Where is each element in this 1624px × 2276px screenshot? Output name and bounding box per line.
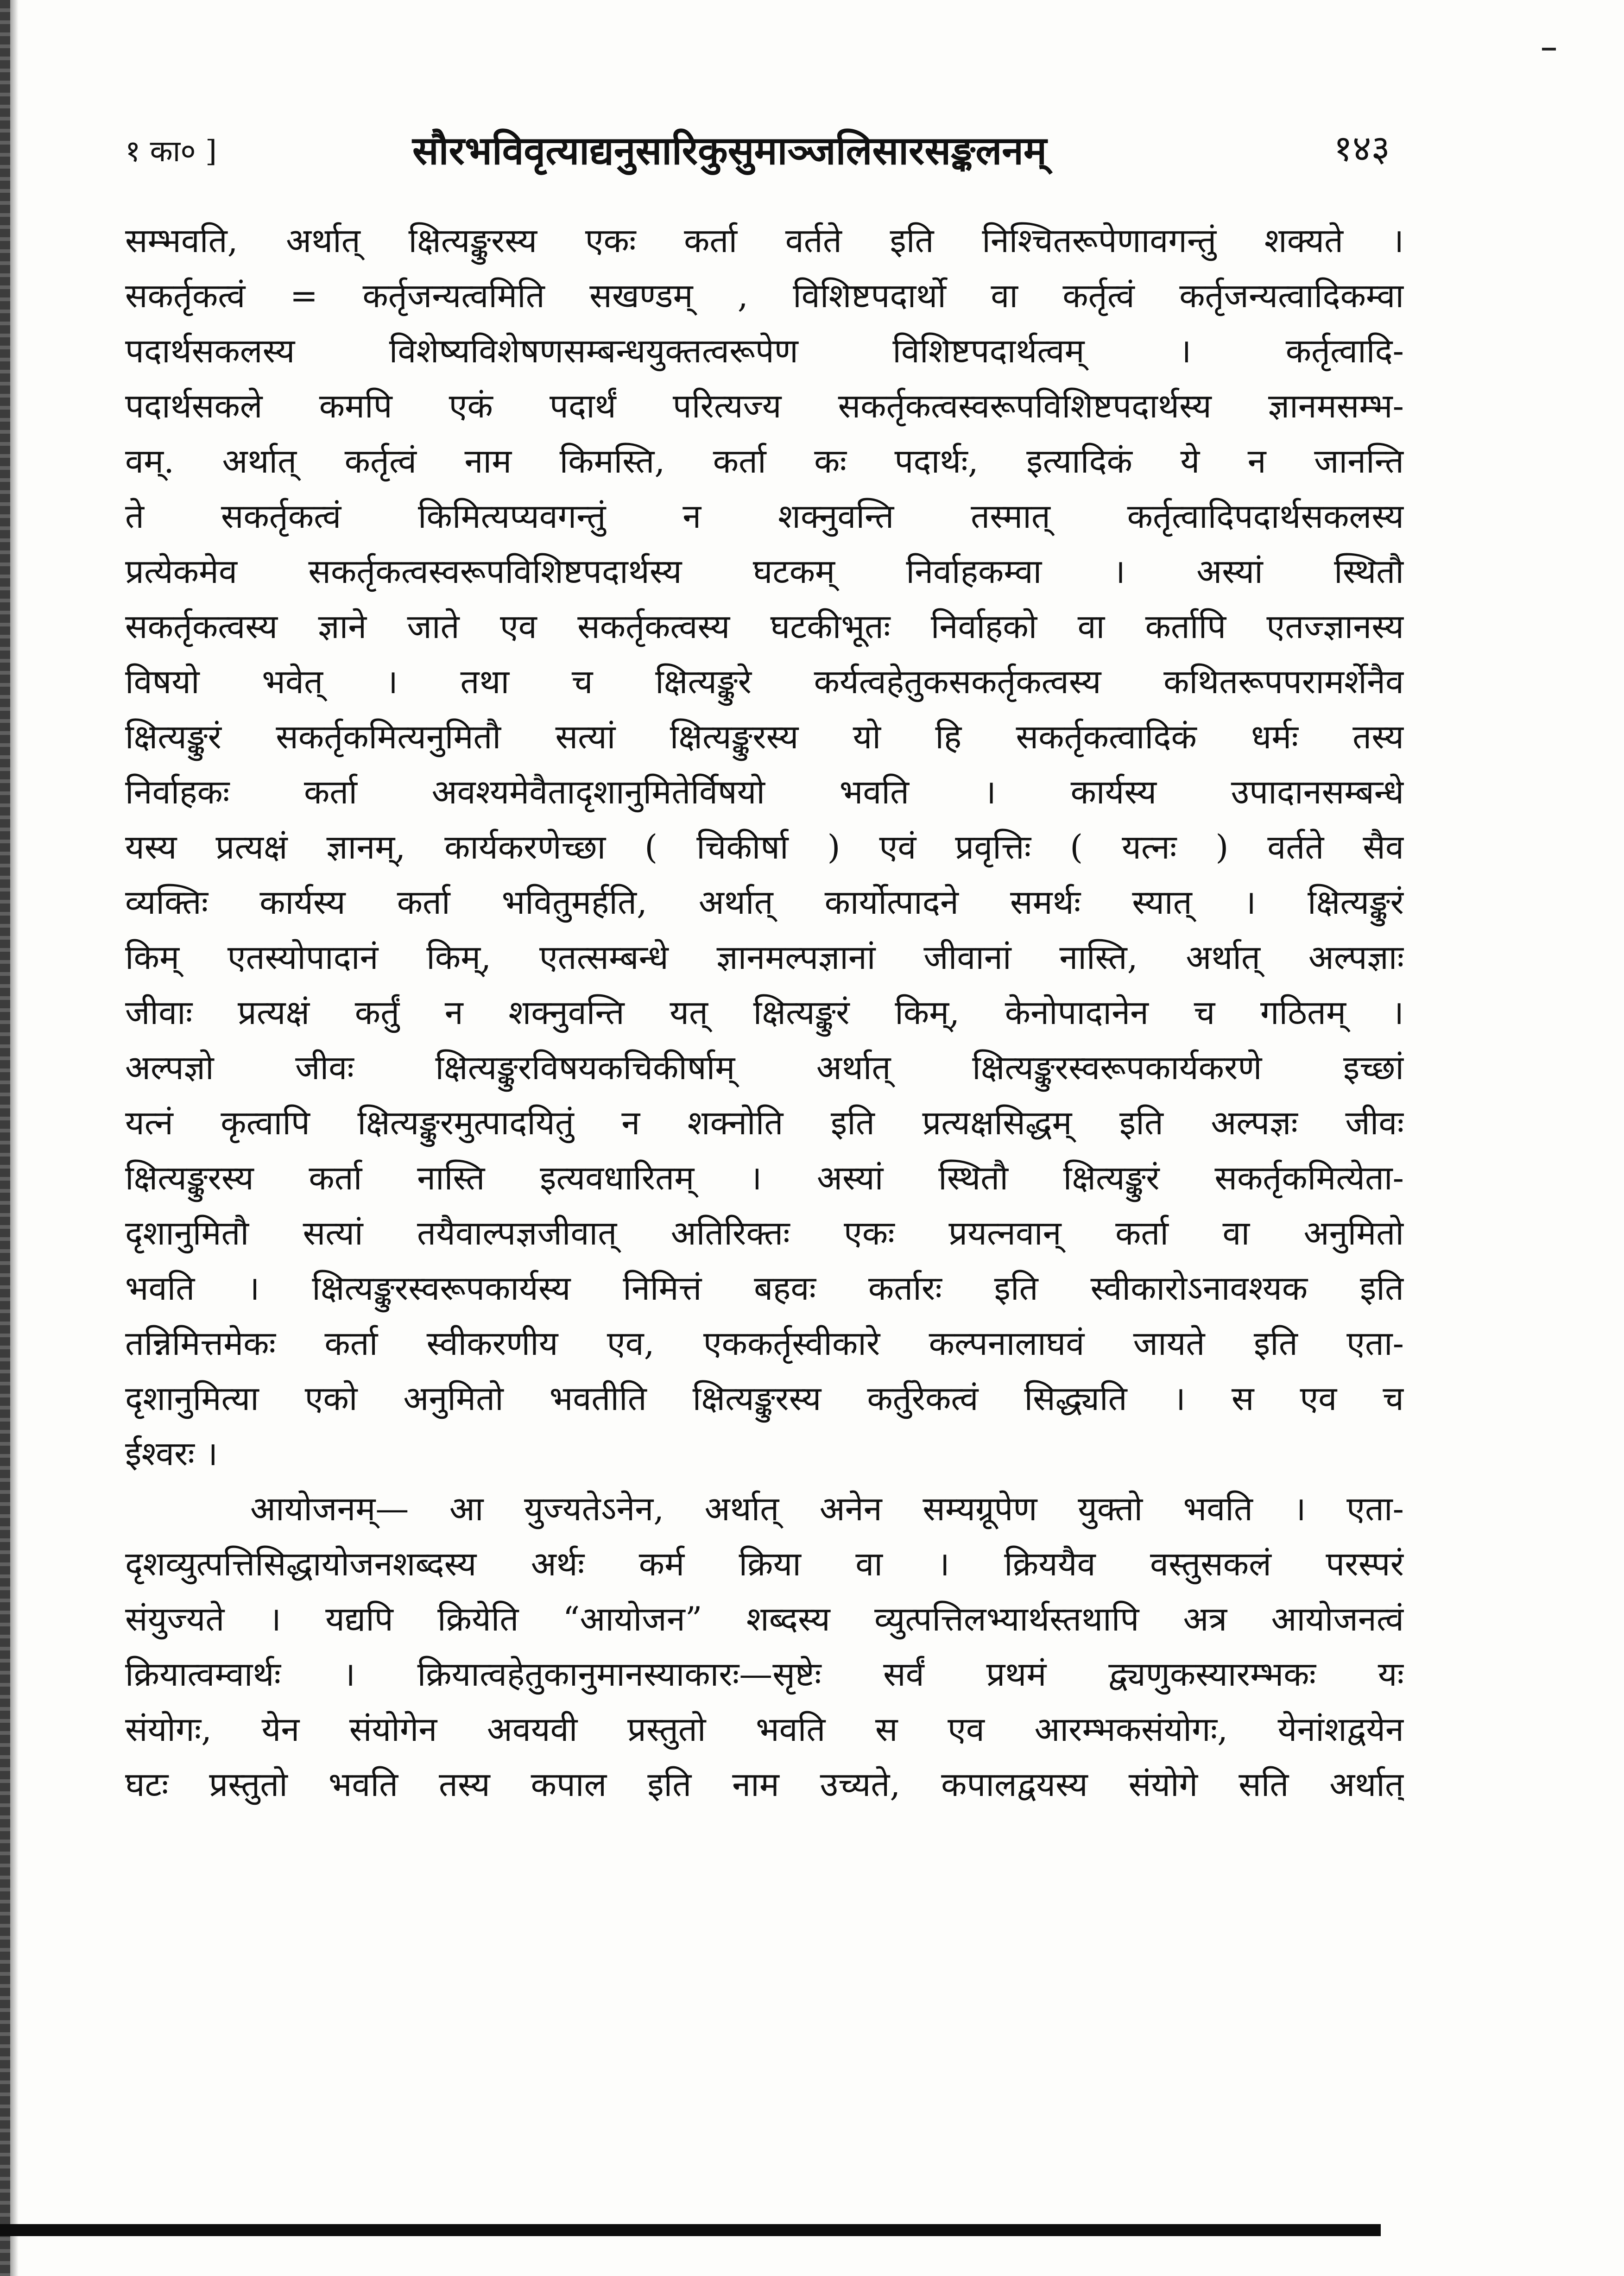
text-line-paragraph-start: आयोजनम्— आ युज्यतेऽनेन, अर्थात् अनेन सम्यग्रूपेण युक्तो भवति । एता- — [250, 1489, 1404, 1528]
text-line: सकर्तृकत्वं = कर्तृजन्यत्वमिति सखण्डम् , विशिष्टपदार्थो वा कर्तृत्वं कर्तृजन्यत्वादिकम्वा — [125, 276, 1404, 315]
text-line: सम्भवति, अर्थात् क्षित्यङ्कुरस्य एकः कर्ता वर्तते इति निश्चितरूपेणावगन्तुं शक्यते । — [125, 221, 1404, 260]
text-line: दृशानुमितौ सत्यां तयैवाल्पज्ञजीवात् अतिरिक्तः एकः प्रयत्नवान् कर्ता वा अनुमितो — [125, 1214, 1404, 1252]
page-binding-edge — [0, 0, 10, 2276]
text-line: जीवाः प्रत्यक्षं कर्तुं न शक्नुवन्ति यत् क्षित्यङ्कुरं किम्, केनोपादानेन च गठितम् । — [125, 993, 1404, 1032]
text-line: यत्नं कृत्वापि क्षित्यङ्कुरमुत्पादयितुं न शक्नोति इति प्रत्यक्षसिद्धम् इति अल्पज्ञः जीवः — [125, 1103, 1404, 1142]
text-line: क्षित्यङ्कुरस्य कर्ता नास्ति इत्यवधारितम् । अस्यां स्थितौ क्षित्यङ्कुरं सकर्तृकमित्येता- — [125, 1158, 1404, 1197]
text-line: घटः प्रस्तुतो भवति तस्य कपाल इति नाम उच्यते, कपालद्वयस्य संयोगे सति अर्थात् — [125, 1765, 1404, 1804]
text-line: क्रियात्वम्वार्थः । क्रियात्वहेतुकानुमानस्याकारः—सृष्टेः सर्वं प्रथमं द्व्यणुकस्यारम्भकः यः — [125, 1655, 1404, 1694]
text-line: ईश्वरः । — [125, 1434, 218, 1473]
scan-mark — [1542, 48, 1556, 51]
text-line: निर्वाहकः कर्ता अवश्यमेवैतादृशानुमितेर्विषयो भवति । कार्यस्य उपादानसम्बन्धे — [125, 772, 1404, 811]
text-line: पदार्थसकले कमपि एकं पदार्थं परित्यज्य सकर्तृकत्वस्वरूपविशिष्टपदार्थस्य ज्ञानमसम्भ- — [125, 386, 1404, 425]
page-binding-shadow — [10, 0, 19, 2276]
text-line: दृशानुमित्या एको अनुमितो भवतीति क्षित्यङ्कुरस्य कर्तुरेकत्वं सिद्ध्यति । स एव च — [125, 1379, 1404, 1418]
body-text — [125, 213, 1404, 2187]
text-line: संयोगः, येन संयोगेन अवयवी प्रस्तुतो भवति स एव आरम्भकसंयोगः, येनांशद्वयेन — [125, 1710, 1404, 1749]
text-line: क्षित्यङ्कुरं सकर्तृकमित्यनुमितौ सत्यां क्षित्यङ्कुरस्य यो हि सकर्तृकत्वादिकं धर्मः तस्य — [125, 717, 1404, 756]
text-line: ते सकर्तृकत्वं किमित्यप्यवगन्तुं न शक्नुवन्ति तस्मात् कर्तृत्वादिपदार्थसकलस्य — [125, 497, 1404, 536]
text-line: वम्. अर्थात् कर्तृत्वं नाम किमस्ति, कर्ता कः पदार्थः, इत्यादिकं ये न जानन्ति — [125, 442, 1404, 480]
page-header — [125, 116, 1404, 181]
text-line: व्यक्तिः कार्यस्य कर्ता भवितुमर्हति, अर्थात् कार्योत्पादने समर्थः स्यात् । क्षित्यङ्कुरं — [125, 883, 1404, 922]
scan-border-bottom — [0, 2224, 1381, 2236]
text-line: विषयो भवेत् । तथा च क्षित्यङ्कुरे कर्यत्वहेतुकसकर्तृकत्वस्य कथितरूपपरामर्शेनैव — [125, 662, 1404, 701]
running-title: सौरभविवृत्याद्यनुसारिकुसुमाञ्जलिसारसङ्कलनम् — [412, 127, 1047, 173]
text-line: पदार्थसकलस्य विशेष्यविशेषणसम्बन्धयुक्तत्वरूपेण विशिष्टपदार्थत्वम् । कर्तृत्वादि- — [125, 331, 1404, 370]
text-line: संयुज्यते । यद्यपि क्रियेति “आयोजन” शब्दस्य व्युत्पत्तिलभ्यार्थस्तथापि अत्र आयोजनत्वं — [125, 1600, 1404, 1638]
text-line: दृशव्युत्पत्तिसिद्धायोजनशब्दस्य अर्थः कर्म क्रिया वा । क्रिययैव वस्तुसकलं परस्परं — [125, 1544, 1404, 1583]
section-label: १ का० ] — [125, 134, 217, 169]
text-line: तन्निमित्तमेकः कर्ता स्वीकरणीय एव, एककर्तृस्वीकारे कल्पनालाघवं जायते इति एता- — [125, 1324, 1404, 1363]
text-line: सकर्तृकत्वस्य ज्ञाने जाते एव सकर्तृकत्वस्य घटकीभूतः निर्वाहको वा कर्तापि एतज्ज्ञानस्य — [125, 607, 1404, 646]
text-line: अल्पज्ञो जीवः क्षित्यङ्कुरविषयकचिकीर्षाम् अर्थात् क्षित्यङ्कुरस्वरूपकार्यकरणे इच्छां — [125, 1048, 1404, 1087]
page-number: १४३ — [1333, 128, 1390, 170]
text-line: भवति । क्षित्यङ्कुरस्वरूपकार्यस्य निमित्तं बहवः कर्तारः इति स्वीकारोऽनावश्यक इति — [125, 1269, 1404, 1308]
text-line: किम् एतस्योपादानं किम्, एतत्सम्बन्धे ज्ञानमल्पज्ञानां जीवानां नास्ति, अर्थात् अल्पज्ञाः — [125, 938, 1404, 977]
text-line: प्रत्येकमेव सकर्तृकत्वस्वरूपविशिष्टपदार्थस्य घटकम् निर्वाहकम्वा । अस्यां स्थितौ — [125, 552, 1404, 591]
text-line: यस्य प्रत्यक्षं ज्ञानम्, कार्यकरणेच्छा ( चिकीर्षा ) एवं प्रवृत्तिः ( यत्नः ) वर्तते सैव — [125, 828, 1404, 866]
